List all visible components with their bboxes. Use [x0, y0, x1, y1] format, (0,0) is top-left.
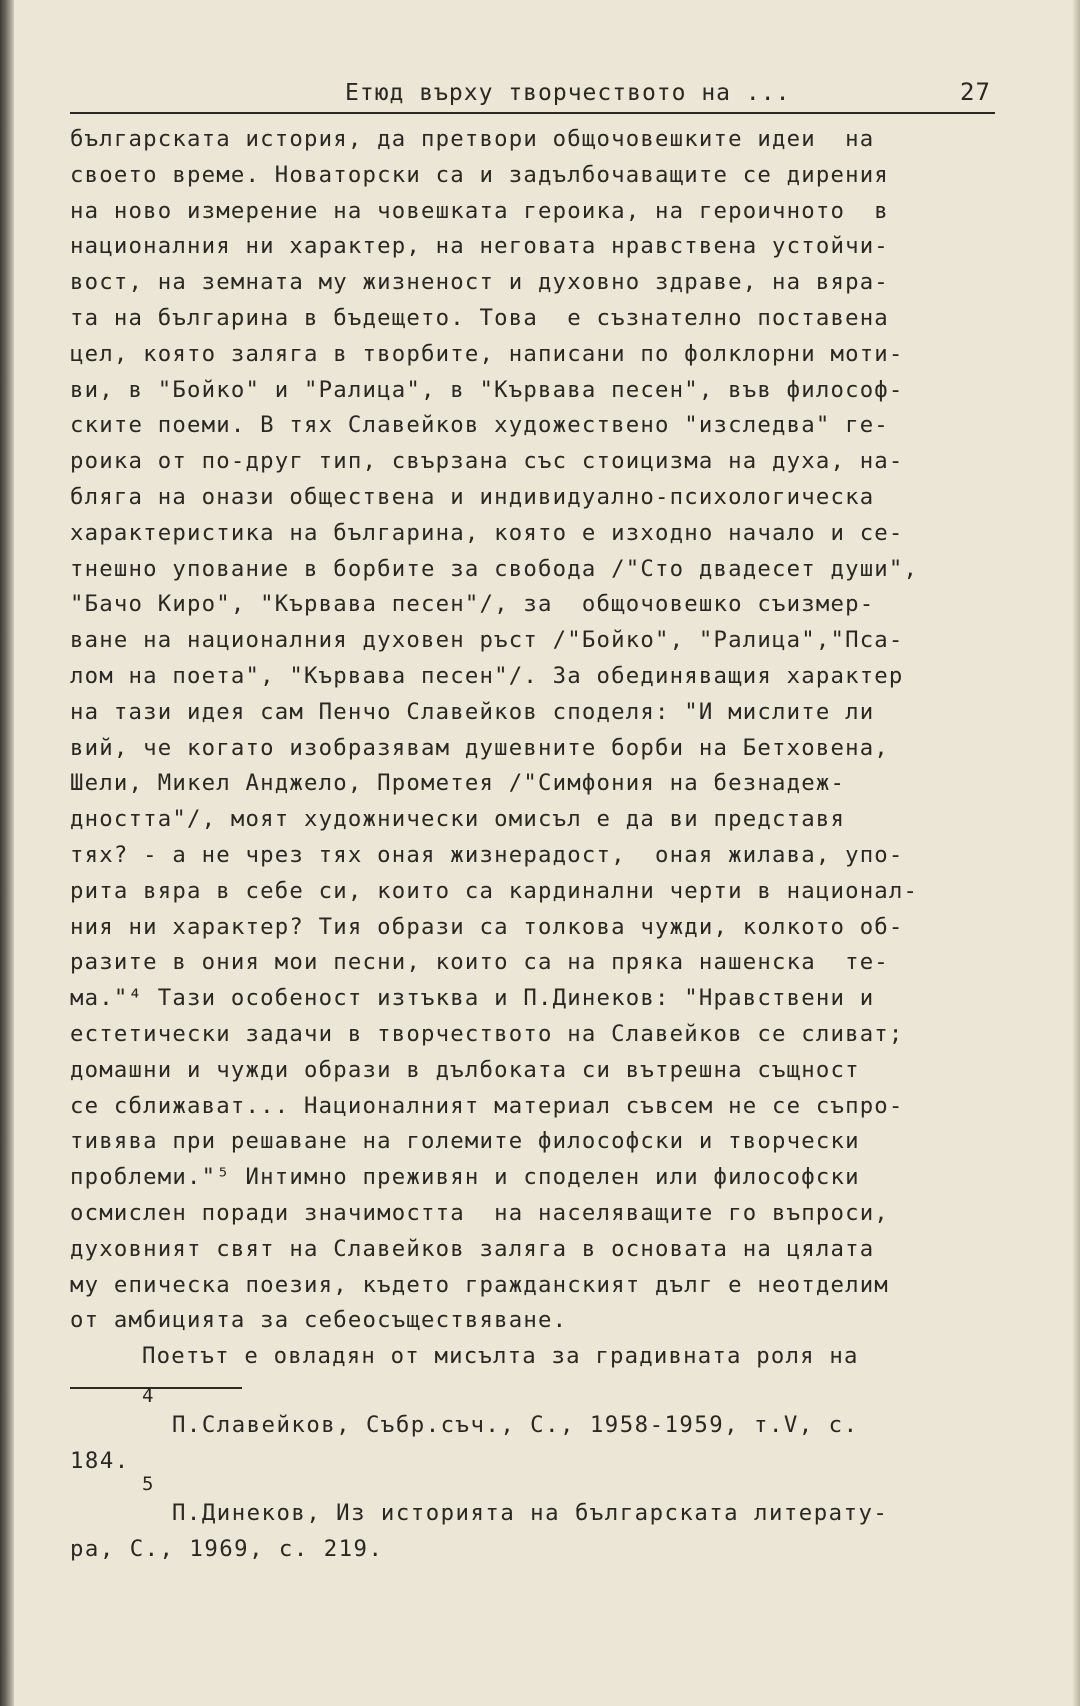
book-spine-shadow	[0, 0, 14, 1706]
text-line: ви, в "Бойко" и "Ралица", в "Кървава песен", във философ-	[70, 376, 904, 403]
text-line: тях? - а не чрез тях оная жизнерадост, оная жилава, упо-	[70, 841, 904, 868]
text-line: роика от по-друг тип, свързана със стоицизма на духа, на-	[70, 448, 904, 475]
text-line: духовният свят на Славейков залягa в основата на цялата	[70, 1235, 875, 1262]
text-line: ния ни характер? Тия образи са толкова чужди, колкото об-	[70, 913, 904, 940]
text-line: ване на националния духовен ръст /"Бойко", "Ралица","Пса-	[70, 627, 904, 654]
text-line: рита вяра в себе си, които са кардинални черти в национал-	[70, 877, 919, 904]
text-line: тнешно упование в борбите за свобода /"Сто двадесет души",	[70, 555, 919, 582]
text-line: дността"/, моят художнически омисъл е да ви представя	[70, 806, 846, 833]
footnote-line: ра, С., 1969, с. 219.	[70, 1535, 384, 1562]
text-line: тивява при решаване на големите философски и творчески	[70, 1128, 860, 1155]
text-line: се сближават... Националният материал съвсем не се съпро-	[70, 1092, 904, 1119]
text-line: ма."⁴ Тази особеност изтъква и П.Динеков: "Нравствени и	[70, 985, 875, 1012]
text-line: българската история, да претвори общочовешките идеи на	[70, 126, 875, 152]
text-line: Шели, Микел Анджело, Прометея /"Симфония на безнадеж-	[70, 770, 846, 797]
footnote-rule	[70, 1387, 242, 1389]
page-edge	[1072, 0, 1080, 1706]
text-line: на ново измерение на човешката героика, на героичното в	[70, 197, 889, 224]
footnotes	[70, 1384, 1030, 1567]
text-line: вий, че когато изобразявам душевните борби на Бетховена,	[70, 734, 889, 761]
text-line: му епическа поезия, където гражданският дълг е неотделим	[70, 1271, 889, 1298]
footnote	[70, 1384, 1030, 1479]
text-line: бляга на онази обществена и индивидуално-психологическа	[70, 483, 875, 510]
text-line: своето време. Новаторски са и задълбочаващите се дирения	[70, 161, 889, 188]
text-line: проблеми."⁵ Интимно преживян и споделен или философски	[70, 1164, 860, 1191]
text-line: характеристика на българина, която е изходно начало и се-	[70, 519, 904, 546]
running-header	[70, 70, 1030, 114]
body-text	[70, 122, 1030, 1375]
running-title: Етюд върху творчеството на ...	[345, 80, 791, 106]
text-line: ските поеми. В тях Славейков художествено "изследва" ге-	[70, 412, 889, 439]
book-page	[70, 70, 1030, 1583]
text-line: домашни и чужди образи в дълбоката си вътрешна същност	[70, 1056, 860, 1083]
footnote-marker: 4	[142, 1384, 155, 1407]
text-line-indented: Поетът е овладян от мисълта за градивната роля на	[142, 1343, 859, 1370]
text-line: разите в ония мои песни, които са на пряка нашенска те-	[70, 949, 889, 976]
footnote-marker: 5	[142, 1472, 155, 1495]
text-line: на тази идея сам Пенчо Славейков споделя: "И мислите ли	[70, 698, 875, 725]
page-number: 27	[960, 78, 991, 106]
text-line: лом на поета", "Кървава песен"/. За обединяващия характер	[70, 662, 904, 689]
text-line: цел, която залягa в творбите, написани по фолклорни моти-	[70, 340, 904, 367]
text-line: "Бачо Киро", "Кървава песен"/, за общочовешко съизмер-	[70, 591, 875, 618]
header-rule	[70, 112, 995, 114]
text-line: та на българина в бъдещето. Това е съзнателно поставена	[70, 304, 889, 331]
text-line: осмислен поради значимостта на населяващите го въпроси,	[70, 1199, 889, 1226]
text-line: от амбицията за себеосъществяване.	[70, 1307, 568, 1334]
text-line: вост, на земната му жизненост и духовно здраве, на вяра-	[70, 269, 889, 296]
text-line: естетически задачи в творчеството на Славейков се сливат;	[70, 1020, 904, 1047]
footnote	[70, 1472, 1030, 1567]
footnote-line: 184.	[70, 1447, 130, 1474]
footnote-line: П.Славейков, Събр.съч., С., 1958-1959, т.V, с.	[172, 1411, 859, 1438]
text-line: националния ни характер, на неговата нравствена устойчи-	[70, 233, 889, 260]
footnote-line: П.Динеков, Из историята на българската литерату-	[172, 1499, 889, 1526]
